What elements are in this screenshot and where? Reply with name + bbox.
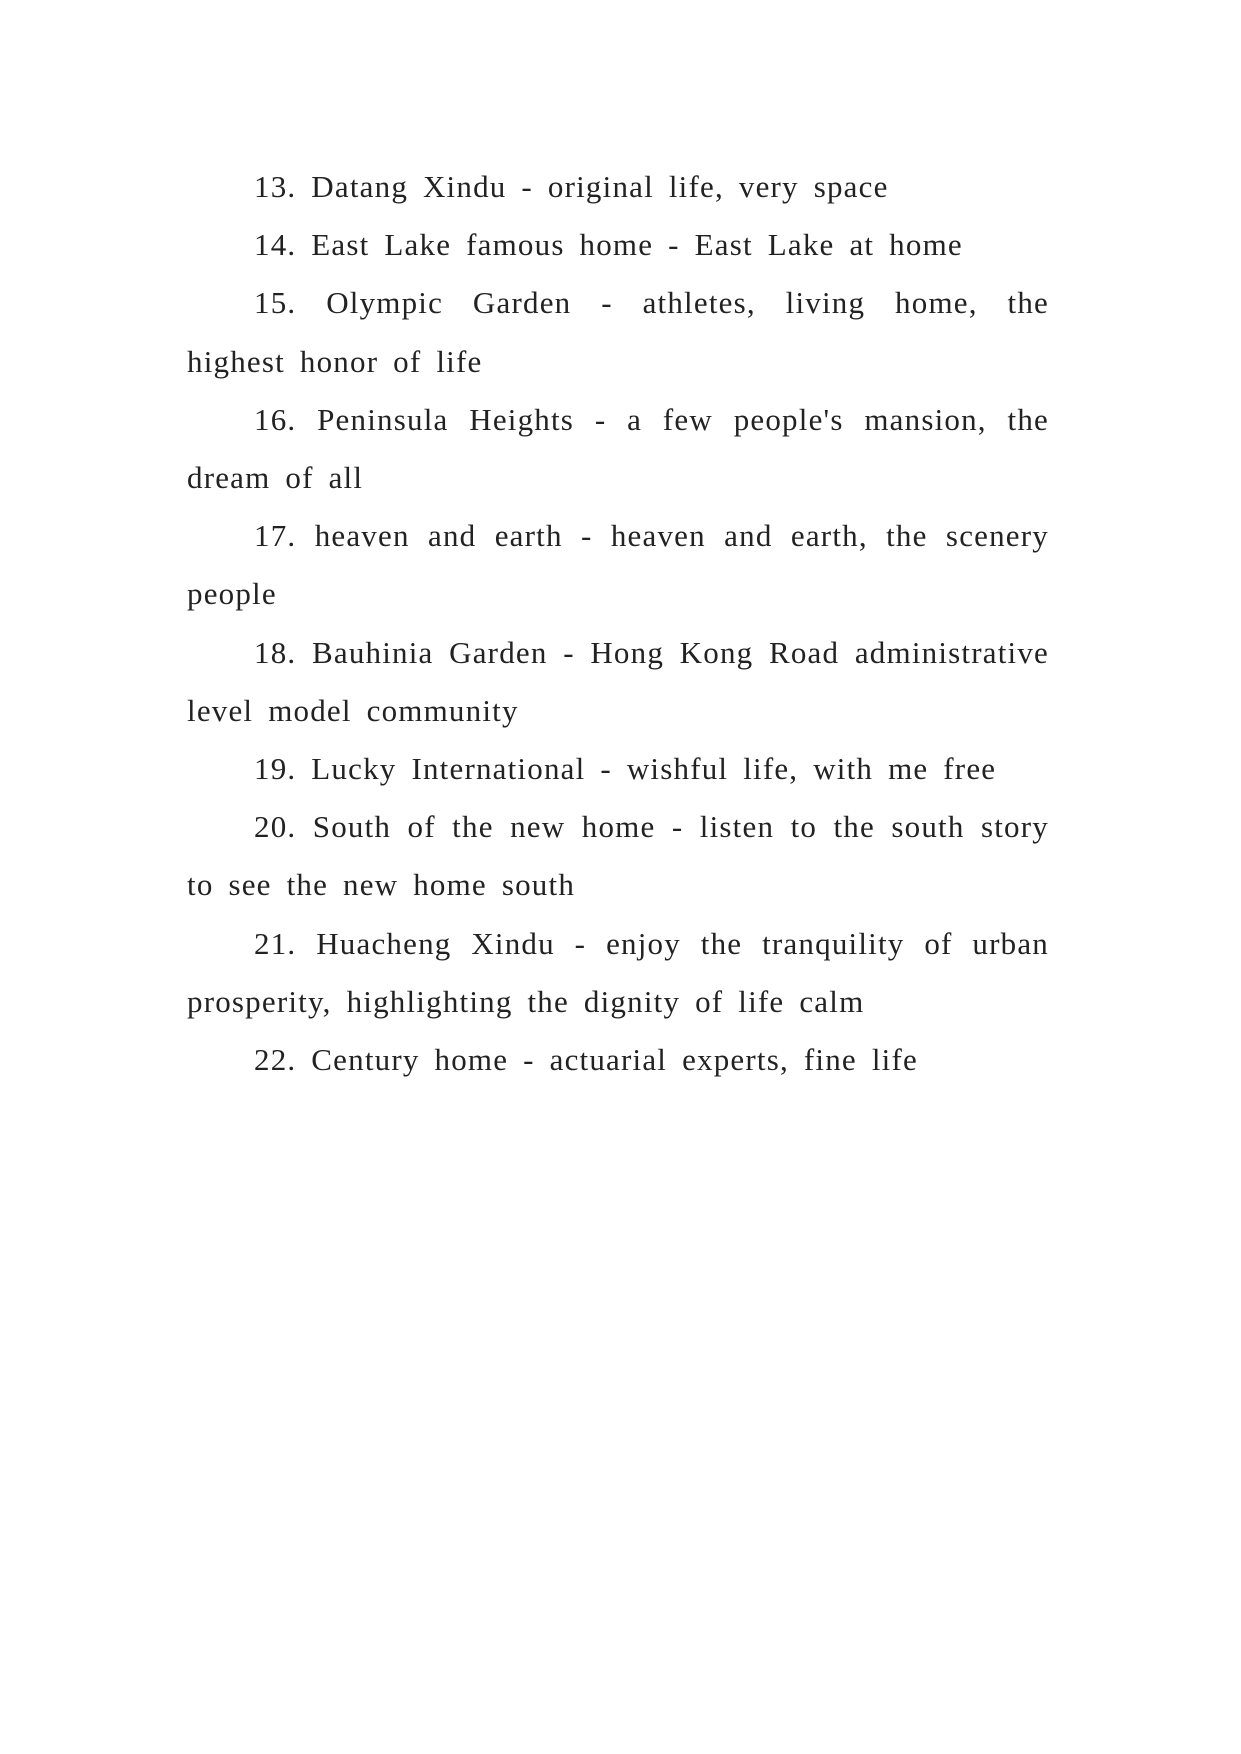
- list-item: 21. Huacheng Xindu - enjoy the tranquility of urban prosperity, highlighting the dignity of life calm: [187, 925, 1049, 1019]
- list-item: 13. Datang Xindu - original life, very space: [254, 169, 889, 204]
- document-body: [187, 158, 1049, 1089]
- list-item: 14. East Lake famous home - East Lake at home: [254, 227, 963, 263]
- list-item: 18. Bauhinia Garden - Hong Kong Road administrative level model community: [187, 634, 1049, 728]
- list-item: 20. South of the new home - listen to the south story to see the new home south: [187, 809, 1049, 903]
- list-item: 19. Lucky International - wishful life, with me free: [254, 751, 997, 787]
- list-item: 22. Century home - actuarial experts, fine life: [254, 1042, 918, 1078]
- list-item: 16. Peninsula Heights - a few people's mansion, the dream of all: [187, 401, 1049, 496]
- list-item: 15. Olympic Garden - athletes, living home, the highest honor of life: [187, 285, 1049, 379]
- list-item: 17. heaven and earth - heaven and earth, the scenery people: [187, 518, 1049, 612]
